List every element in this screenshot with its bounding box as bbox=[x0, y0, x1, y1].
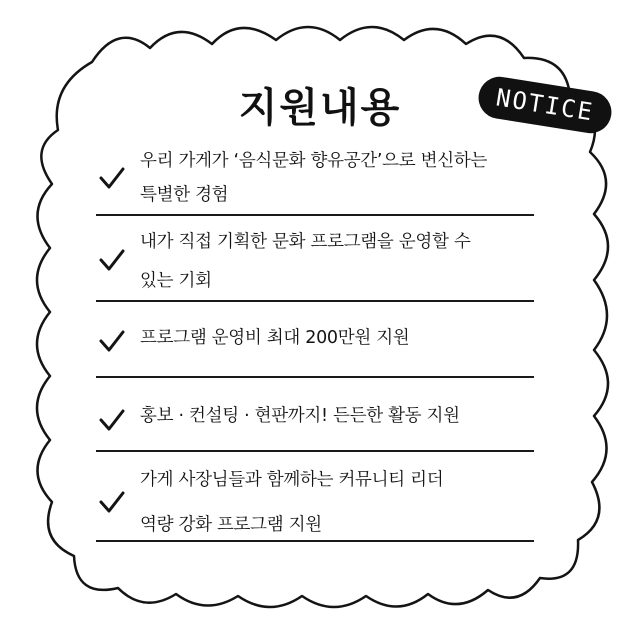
checkmark-icon bbox=[98, 248, 126, 272]
divider bbox=[96, 214, 534, 216]
list-item bbox=[96, 378, 534, 450]
page-title: 지원내용 bbox=[238, 85, 402, 131]
list-item-line: 우리 가게가 ‘음식문화 향유공간’으로 변신하는 bbox=[140, 151, 488, 171]
list-item bbox=[96, 218, 534, 304]
checkmark-icon bbox=[98, 408, 126, 432]
divider bbox=[96, 300, 534, 302]
divider bbox=[96, 540, 534, 542]
list-item-line: 홍보 · 컨설팅 · 현판까지! 든든한 활동 지원 bbox=[140, 406, 460, 426]
checkmark-icon bbox=[98, 166, 126, 190]
list-item bbox=[96, 142, 534, 218]
list-item bbox=[96, 304, 534, 378]
notice-badge-label: NOTICE bbox=[494, 83, 596, 127]
list-item-line: 내가 직접 기획한 문화 프로그램을 운영할 수 bbox=[140, 232, 471, 252]
list-item-line: 특별한 경험 bbox=[140, 185, 229, 205]
list-item bbox=[96, 450, 534, 540]
notice-badge bbox=[470, 64, 620, 146]
checkmark-icon bbox=[98, 490, 126, 514]
checkmark-icon bbox=[98, 329, 126, 353]
list-item-line: 가게 사장님들과 함께하는 커뮤니티 리더 bbox=[140, 470, 444, 490]
list-item-line: 프로그램 운영비 최대 200만원 지원 bbox=[140, 328, 410, 348]
list-item-line: 있는 기회 bbox=[140, 271, 212, 291]
list-item-line: 역량 강화 프로그램 지원 bbox=[140, 515, 322, 535]
support-list bbox=[96, 142, 534, 540]
